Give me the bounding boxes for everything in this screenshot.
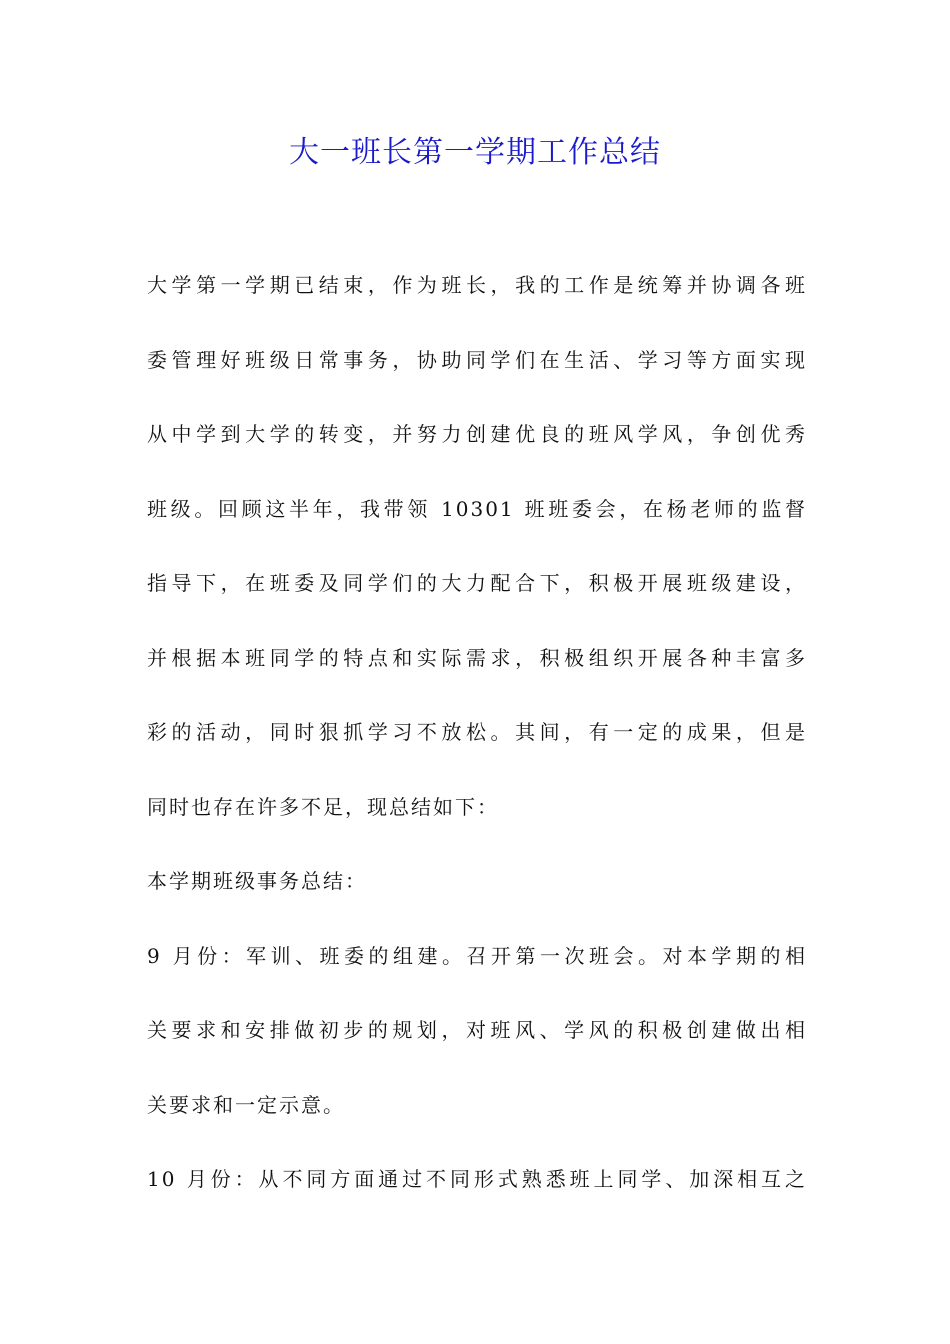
body-line: 委管理好班级日常事务，协助同学们在生活、学习等方面实现 xyxy=(147,347,807,372)
body-line: 10 月份：从不同方面通过不同形式熟悉班上同学、加深相互之 xyxy=(147,1167,807,1191)
body-line: 并根据本班同学的特点和实际需求，积极组织开展各种丰富多 xyxy=(147,645,807,670)
body-line: 从中学到大学的转变，并努力创建优良的班风学风，争创优秀 xyxy=(147,422,807,446)
body-line: 关要求和安排做初步的规划，对班风、学风的积极创建做出相 xyxy=(147,1018,807,1042)
body-line: 9 月份：军训、班委的组建。召开第一次班会。对本学期的相 xyxy=(147,943,807,968)
body-line: 大学第一学期已结束，作为班长，我的工作是统筹并协调各班 xyxy=(147,273,807,297)
document-body xyxy=(147,258,807,1227)
document-title: 大一班长第一学期工作总结 xyxy=(289,135,661,170)
body-line: 关要求和一定示意。 xyxy=(147,1092,345,1117)
section-heading: 本学期班级事务总结： xyxy=(147,869,367,893)
body-line: 班级。回顾这半年，我带领 10301 班班委会，在杨老师的监督 xyxy=(147,496,807,521)
body-line: 指导下，在班委及同学们的大力配合下，积极开展班级建设， xyxy=(147,571,807,595)
body-line: 彩的活动，同时狠抓学习不放松。其间，有一定的成果，但是 xyxy=(147,720,807,744)
body-line: 同时也存在许多不足，现总结如下： xyxy=(147,794,499,819)
